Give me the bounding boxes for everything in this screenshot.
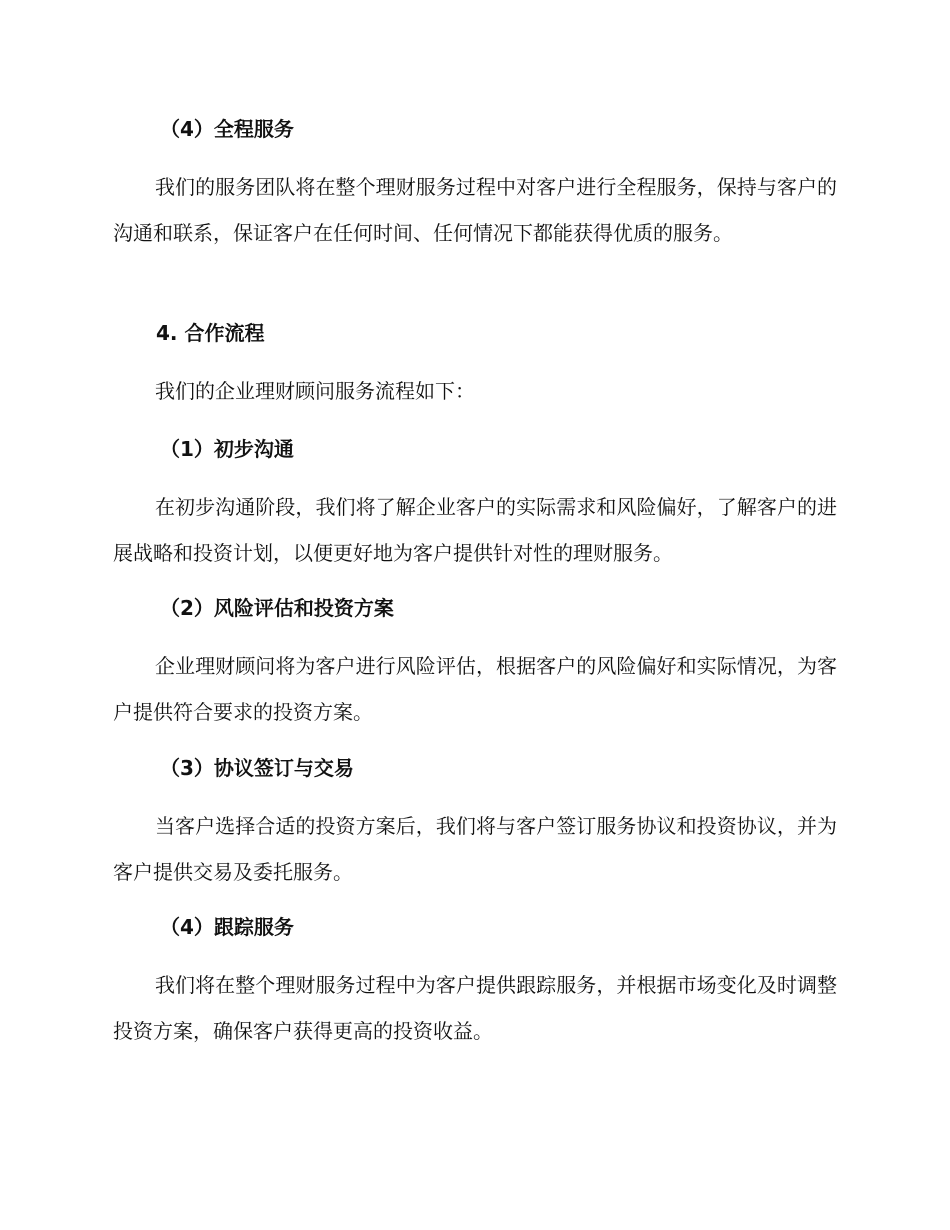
section-heading-initial-communication: （1）初步沟通 — [160, 437, 294, 461]
paragraph-tracking-service: 我们将在整个理财服务过程中为客户提供跟踪服务，并根据市场变化及时调整投资方案，确保客户获得更高的投资收益。 — [113, 973, 837, 1043]
paragraph-agreement-signing: 当客户选择合适的投资方案后，我们将与客户签订服务协议和投资协议，并为客户提供交易及委托服务。 — [113, 814, 837, 884]
section-heading-full-service: （4）全程服务 — [160, 117, 294, 141]
paragraph-process-intro: 我们的企业理财顾问服务流程如下： — [155, 379, 475, 403]
section-heading-cooperation-process: 4. 合作流程 — [156, 321, 265, 345]
paragraph-initial-communication: 在初步沟通阶段，我们将了解企业客户的实际需求和风险偏好，了解客户的进展战略和投资计划，以便更好地为客户提供针对性的理财服务。 — [113, 495, 837, 565]
paragraph-full-service: 我们的服务团队将在整个理财服务过程中对客户进行全程服务，保持与客户的沟通和联系，保证客户在任何时间、任何情况下都能获得优质的服务。 — [113, 175, 837, 245]
section-heading-agreement-signing: （3）协议签订与交易 — [160, 756, 354, 780]
section-heading-risk-assessment: （2）风险评估和投资方案 — [160, 596, 394, 620]
section-heading-tracking-service: （4）跟踪服务 — [160, 915, 294, 939]
paragraph-risk-assessment: 企业理财顾问将为客户进行风险评估，根据客户的风险偏好和实际情况，为客户提供符合要求的投资方案。 — [113, 654, 837, 724]
